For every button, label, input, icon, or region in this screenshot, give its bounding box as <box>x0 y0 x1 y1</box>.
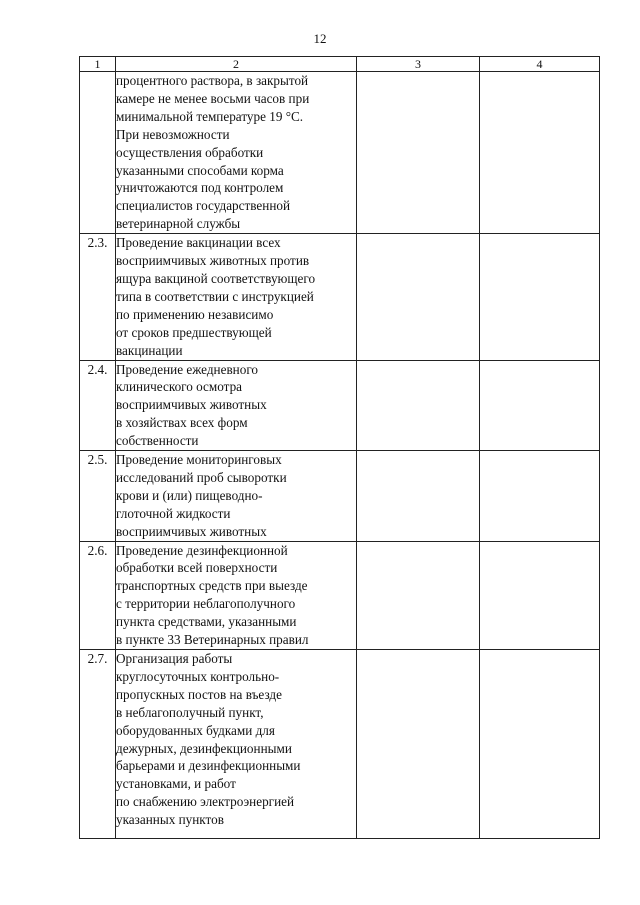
row-number <box>80 72 116 234</box>
row-number: 2.6. <box>80 541 116 649</box>
row-text: процентного раствора, в закрытой камере не менее восьми часов при минимальной температуре 19 °С. При невозможности осуществления обработки указанными способами корма уничтожаются под контролем специалистов государственной ветеринарной службы <box>116 72 357 234</box>
row-text: Проведение ежедневного клинического осмотра восприимчивых животных в хозяйствах всех форм собственности <box>116 360 357 451</box>
row-text: Проведение мониторинговых исследований проб сыворотки крови и (или) пищеводно- глоточной жидкости восприимчивых животных <box>116 451 357 542</box>
row-text: Проведение дезинфекционной обработки всей поверхности транспортных средств при выезде с территории неблагополучного пункта средствами, указанными в пункте 33 Ветеринарных правил <box>116 541 357 649</box>
row-cell-col3 <box>357 234 480 360</box>
row-cell-col3 <box>357 72 480 234</box>
page-number: 12 <box>313 31 327 46</box>
row-number: 2.3. <box>80 234 116 360</box>
measures-table <box>79 56 600 839</box>
row-cell-col4 <box>480 234 600 360</box>
table-row <box>80 541 600 649</box>
row-cell-col4 <box>480 541 600 649</box>
column-header: 4 <box>480 57 600 72</box>
row-cell-col4 <box>480 650 600 839</box>
row-number: 2.4. <box>80 360 116 451</box>
table-row <box>80 72 600 234</box>
row-cell-col3 <box>357 541 480 649</box>
row-number: 2.7. <box>80 650 116 839</box>
row-text: Организация работы круглосуточных контрольно- пропускных постов на въезде в неблагополучный пункт, оборудованных будками для дежурных, дезинфекционными барьерами и дезинфекционными установками, и работ по снабжению электроэнергией указанных пунктов <box>116 650 357 839</box>
table-row <box>80 650 600 839</box>
row-text: Проведение вакцинации всех восприимчивых животных против ящура вакциной соответствующего типа в соответствии с инструкцией по применению независимо от сроков предшествующей вакцинации <box>116 234 357 360</box>
row-cell-col3 <box>357 451 480 542</box>
row-cell-col4 <box>480 360 600 451</box>
row-cell-col3 <box>357 650 480 839</box>
row-number: 2.5. <box>80 451 116 542</box>
table-header-row <box>80 57 600 72</box>
column-header: 2 <box>116 57 357 72</box>
table-row <box>80 234 600 360</box>
column-header: 3 <box>357 57 480 72</box>
table-row <box>80 360 600 451</box>
row-cell-col3 <box>357 360 480 451</box>
row-cell-col4 <box>480 72 600 234</box>
column-header: 1 <box>80 57 116 72</box>
table-row <box>80 451 600 542</box>
row-cell-col4 <box>480 451 600 542</box>
